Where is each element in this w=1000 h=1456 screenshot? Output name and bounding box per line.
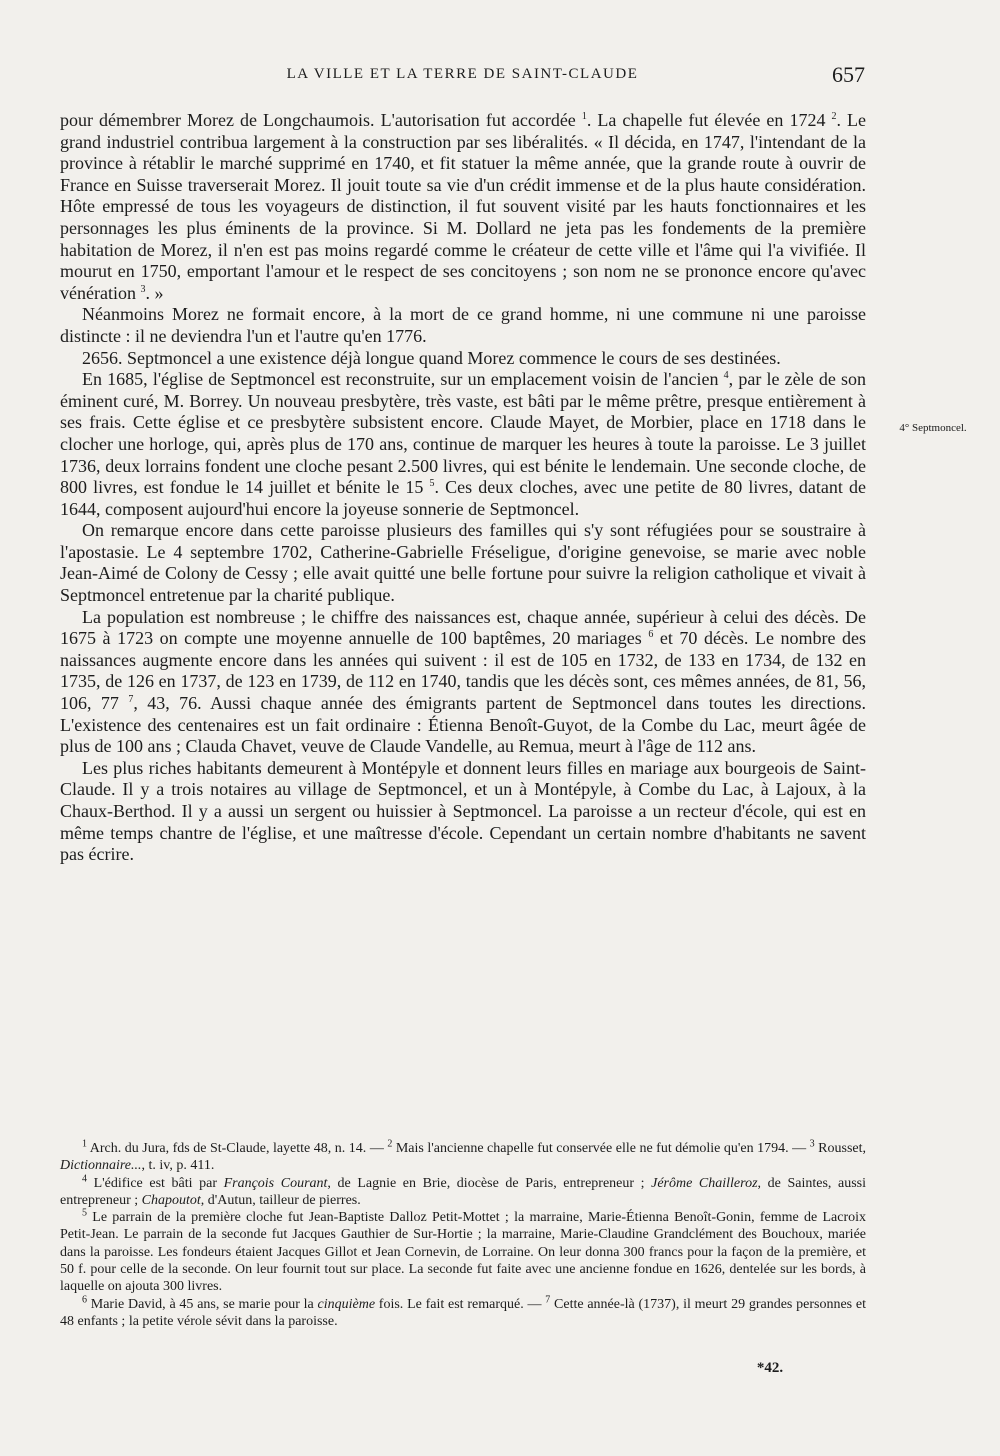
body-paragraph <box>60 369 866 520</box>
footnote-ref: 5 <box>429 478 435 490</box>
footnote <box>60 1172 866 1210</box>
text-run: Les plus riches habitants demeurent à Montépyle et donnent leurs filles en mariage aux bourgeois de Saint-Claude. Il y a trois notaires au village de Septmoncel, et un à Montépyle, à Combe du Lac, à Lajoux, à la Chaux-Berthod. Il y a aussi un sergent ou huissier à Septmoncel. La paroisse a un recteur d'école, qui est en même temps chantre de l'église, et une maîtresse d'école. Cependant un certain nombre d'habitants ne savent pas écrire. <box>60 757 866 865</box>
footnote <box>60 1296 866 1331</box>
body-paragraph <box>60 110 866 304</box>
italic-text: Chapoutot <box>141 1192 201 1208</box>
italic-text: cinquième <box>317 1296 376 1312</box>
text-run: Marie David, à 45 ans, se marie pour la <box>87 1296 318 1312</box>
text-run: En 1685, l'église de Septmoncel est reconstruite, sur un emplacement voisin de l'ancien <box>82 369 724 390</box>
text-run: , de Saintes, aussi entrepreneur ; <box>60 1175 866 1208</box>
text-run: Néanmoins Morez ne formait encore, à la mort de ce grand homme, ni une commune ni une paroisse distincte : il ne deviendra l'un et l'autre qu'en 1776. <box>60 304 866 346</box>
text-run: . La chapelle fut élevée en 1724 <box>586 110 832 130</box>
footnote-ref: 2 <box>387 1138 393 1150</box>
text-run: Mais l'ancienne chapelle fut conservée elle ne fut démolie qu'en 1794. — <box>392 1141 810 1156</box>
footnote-ref: 7 <box>545 1294 551 1306</box>
text-run: et 70 décès. Le nombre des naissances augmente encore dans les années qui suivent : il est de 105 en 1732, de 133 en 1734, de 132 en 1735, de 126 en 1737, de 123 en 1739, de 112 en 1740, tandis que les décès sont, ces mêmes années, de 81, 56, 106, 77 <box>60 628 866 714</box>
text-run: . Le grand industriel contribua largement à la construction par ses libéralités. « Il décida, en 1747, l'intendant de la province à rétablir le marché supprimé en 1740, et fit statuer la même année, que la grande route à ouvrir de France en Suisse traverserait Morez. Il jouit toute sa vie d'un crédit immense et de la plus haute considération. Hôte empressé de tous les voyageurs de distinction, il fut souvent visité par les hauts fonctionnaires et les personnages les plus éminents de la province. Si M. Dollard ne jeta pas les fondements de la première habitation de Morez, il n'en est pas moins regardé comme le créateur de cette ville et l'âme qui l'a vivifiée. Il mourut en 1750, emportant l'amour et le respect de ses concitoyens ; son nom ne se prononce encore qu'avec vénération <box>60 110 867 303</box>
text-run: . » <box>145 282 164 303</box>
footnote-ref: 3 <box>140 283 146 295</box>
footnote-ref: 5 <box>82 1207 87 1219</box>
body-paragraph <box>60 607 866 758</box>
text-run: 2656. Septmoncel a une existence déjà longue quand Morez commence le cours de ses destinées. <box>82 347 781 368</box>
footnote-ref: 6 <box>82 1294 87 1306</box>
italic-text: Dictionnaire... <box>60 1158 142 1174</box>
page-header <box>60 62 865 90</box>
text-run: , par le zèle de son éminent curé, M. Borrey. Un nouveau presbytère, très vaste, est bâti par le même prêtre, presque entièrement à ses frais. Cette église et ce presbytère subsistent encore. Claude Mayet, de Morbier, place en 1718 dans le clocher une horloge, qui, après plus de 170 ans, continue de marquer les heures à toute la paroisse. Le 3 juillet 1736, deux lorrains fondent une cloche pesant 2.500 livres, qui est bénite le lendemain. Une seconde cloche, de 800 livres, est fondue le 14 juillet et bénite le 15 <box>60 369 867 498</box>
footnote-ref: 4 <box>723 370 729 382</box>
body-paragraph <box>60 520 866 606</box>
footnote <box>60 1209 866 1295</box>
footnote-ref: 4 <box>82 1172 87 1184</box>
footnotes <box>60 1140 866 1330</box>
footnote <box>60 1140 866 1175</box>
text-run: , de Lagnie en Brie, diocèse de Paris, entrepreneur ; <box>327 1175 652 1191</box>
running-title: LA VILLE ET LA TERRE DE SAINT-CLAUDE <box>286 66 639 82</box>
body-paragraph <box>60 348 866 370</box>
text-run: Cette année-là (1737), il meurt 29 grandes personnes et 48 enfants ; la petite vérole sévit dans la paroisse. <box>60 1296 867 1329</box>
text-run: , d'Autun, tailleur de pierres. <box>200 1192 361 1208</box>
text-run: On remarque encore dans cette paroisse plusieurs des familles qui s'y sont réfugiées pour se soustraire à l'apostasie. Le 4 septembre 1702, Catherine-Gabrielle Fréseligue, d'origine genevoise, se marie avec noble Jean-Aimé de Colony de Cessy ; elle avait quitté une belle fortune pour suivre la religion catholique et vivait à Septmoncel entretenue par la charité publique. <box>60 520 866 606</box>
italic-text: Jérôme Chailleroz <box>651 1175 758 1191</box>
text-run: Le parrain de la première cloche fut Jean-Baptiste Dalloz Petit-Mottet ; la marraine, Marie-Étienna Benoît-Gonin, femme de Lacroix Petit-Jean. Le parrain de la seconde fut Jacques Gauthier de Sur-Hortie ; la marraine, Marie-Claudine Grandclément des Bouchoux, mariée dans la paroisse. Les fondeurs étaient Jacques Gillot et Jean Cornevin, de Lorraine. On leur donna 300 francs pour la façon de la première, et 50 f. pour celle de la seconde. On leur fournit tout sur place. La seconde fut faite avec une ancienne fondue en 1626, dentelée sur les bords, à laquelle on ajouta 300 livres. <box>60 1210 866 1295</box>
body-paragraph <box>60 758 866 866</box>
main-text <box>60 110 866 866</box>
text-run: , 43, 76. Aussi chaque année des émigrants partent de Septmoncel dans toutes les directions. L'existence des centenaires est un fait ordinaire : Étienna Benoît-Guyot, de la Combe du Lac, meurt âgée de plus de 100 ans ; Clauda Chavet, veuve de Claude Vandelle, au Remua, meurt à l'âge de 112 ans. <box>60 693 867 757</box>
footnote-ref: 7 <box>128 694 134 706</box>
text-run: , t. iv, p. 411. <box>141 1158 215 1174</box>
text-run: Arch. du Jura, fds de St-Claude, layette 48, n. 14. — <box>87 1141 388 1156</box>
signature-mark: *42. <box>756 1360 784 1376</box>
text-run: Rousset, <box>814 1141 866 1156</box>
italic-text: François Courant <box>223 1175 328 1191</box>
text-run: La population est nombreuse ; le chiffre des naissances est, chaque année, supérieur à celui des décès. De 1675 à 1723 on compte une moyenne annuelle de 100 baptêmes, 20 mariages <box>60 606 866 649</box>
footnote-ref: 3 <box>809 1138 815 1150</box>
text-run: L'édifice est bâti par <box>87 1175 224 1191</box>
text-run: pour démembrer Morez de Longchaumois. L'autorisation fut accordée <box>60 110 582 130</box>
footnote-ref: 1 <box>581 111 587 122</box>
footnote-ref: 6 <box>648 629 654 641</box>
text-run: fois. Le fait est remarqué. — <box>375 1296 546 1312</box>
footnote-ref: 2 <box>831 111 837 122</box>
text-run: . Ces deux cloches, avec une petite de 80 livres, datant de 1644, composent aujourd'hui encore la joyeuse sonnerie de Septmoncel. <box>60 477 866 519</box>
margin-note: 4° Septmoncel. <box>899 422 967 434</box>
footnote-ref: 1 <box>82 1138 87 1150</box>
page-number: 657 <box>832 62 865 87</box>
body-paragraph <box>60 304 866 347</box>
